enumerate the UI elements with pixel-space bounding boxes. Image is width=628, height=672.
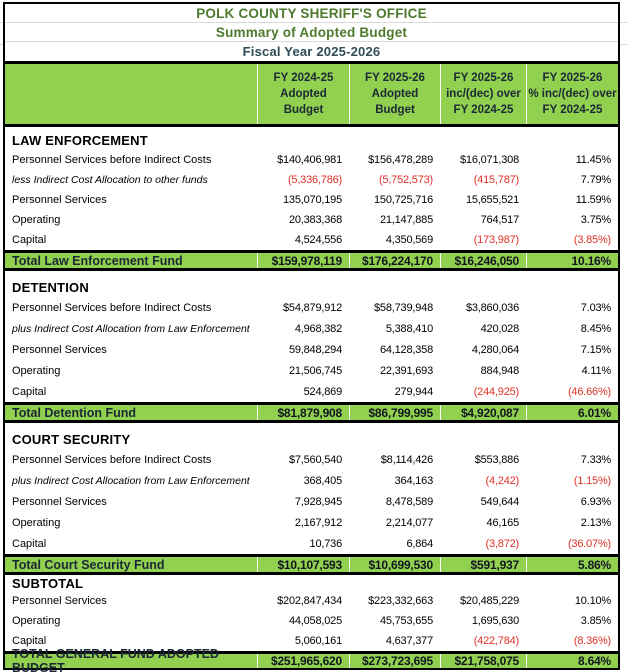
column-header-blank [5, 64, 257, 124]
cell-fy2425: 5,060,161 [294, 635, 342, 647]
row-label: Capital [12, 537, 47, 550]
cell-fy2425: 44,058,025 [288, 615, 342, 627]
budget-table [3, 2, 620, 670]
cell-fy2425: 368,405 [303, 474, 342, 487]
total-pct: 8.64% [526, 654, 618, 668]
row-label: Personnel Services before Indirect Costs [12, 453, 212, 466]
table-row [5, 512, 618, 533]
cell-fy2425: (5,336,786) [287, 174, 342, 186]
row-label: plus Indirect Cost Allocation from Law Enforcement [12, 474, 250, 487]
column-header-inc-dec: FY 2025-26 inc/(dec) over FY 2024-25 [440, 64, 526, 124]
cell-pct: 7.03% [580, 301, 611, 314]
row-label: Operating [12, 615, 61, 627]
table-row [5, 533, 618, 554]
cell-pct: 11.59% [575, 194, 611, 206]
row-label: Personnel Services [12, 194, 107, 206]
total-inc-dec: $16,246,050 [440, 253, 526, 268]
cell-pct: (1.15%) [573, 474, 611, 487]
cell-fy2425: 4,524,556 [294, 234, 342, 246]
section-heading-law-enforcement: LAW ENFORCEMENT [12, 133, 148, 148]
cell-pct: 2.13% [580, 516, 611, 529]
cell-fy2425: 20,383,368 [288, 214, 342, 226]
cell-inc-dec: (244,925) [473, 385, 519, 398]
cell-fy2526: 150,725,716 [374, 194, 433, 206]
table-row [5, 360, 618, 381]
cell-fy2526: 21,147,885 [379, 214, 433, 226]
total-fy2526: $10,699,530 [349, 557, 440, 572]
total-label: Total Court Security Fund [12, 557, 165, 572]
cell-inc-dec: 764,517 [480, 214, 519, 226]
total-fy2425: $10,107,593 [257, 557, 349, 572]
cell-inc-dec: 549,644 [480, 495, 519, 508]
report-title-row [5, 4, 618, 23]
cell-pct: 10.10% [574, 595, 611, 607]
report-title: POLK COUNTY SHERIFF'S OFFICE [196, 5, 427, 21]
cell-fy2526: $8,114,426 [380, 453, 433, 466]
total-fy2425: $251,965,620 [257, 654, 349, 668]
cell-fy2425: $202,847,434 [277, 595, 342, 607]
cell-fy2526: 6,864 [406, 537, 433, 550]
cell-fy2526: 2,214,077 [385, 516, 433, 529]
cell-fy2526: 45,753,655 [379, 615, 433, 627]
cell-fy2425: 4,968,382 [294, 322, 342, 335]
total-fy2425: $159,978,119 [257, 253, 349, 268]
row-label: Capital [12, 385, 47, 398]
report-subtitle-row [5, 23, 618, 42]
cell-fy2425: 135,070,195 [283, 194, 342, 206]
row-label: Operating [12, 364, 61, 377]
section-heading-detention: DETENTION [12, 280, 89, 295]
cell-fy2425: 21,506,745 [288, 364, 342, 377]
table-row [5, 190, 618, 210]
report-subtitle: Summary of Adopted Budget [215, 24, 408, 40]
cell-fy2526: $223,332,663 [368, 595, 433, 607]
cell-fy2526: 364,163 [394, 474, 433, 487]
cell-fy2526: 4,350,569 [385, 234, 433, 246]
total-fy2526: $86,799,995 [349, 405, 440, 420]
section-heading-court-security: COURT SECURITY [12, 432, 131, 447]
total-label: Total Law Enforcement Fund [12, 253, 183, 268]
table-row [5, 318, 618, 339]
row-label: Personnel Services before Indirect Costs [12, 301, 212, 314]
row-label: Personnel Services [12, 595, 107, 607]
total-pct: 6.01% [526, 405, 618, 420]
cell-fy2526: 5,388,410 [385, 322, 433, 335]
cell-pct: 7.15% [580, 343, 611, 356]
cell-inc-dec: $16,071,308 [460, 154, 519, 166]
cell-fy2526: 8,478,589 [385, 495, 433, 508]
cell-pct: (8.36%) [573, 635, 611, 647]
table-row [5, 339, 618, 360]
cell-inc-dec: (415,787) [473, 174, 519, 186]
total-fy2526: $176,224,170 [349, 253, 440, 268]
table-row [5, 170, 618, 190]
cell-inc-dec: (3,872) [485, 537, 519, 550]
cell-pct: 7.33% [580, 453, 611, 466]
cell-pct: (36.07%) [567, 537, 611, 550]
row-label: Personnel Services [12, 495, 107, 508]
column-headers [5, 61, 618, 127]
total-inc-dec: $4,920,087 [440, 405, 526, 420]
cell-fy2526: $58,739,948 [374, 301, 433, 314]
table-row [5, 491, 618, 512]
cell-fy2425: $7,560,540 [288, 453, 342, 466]
cell-inc-dec: (4,242) [485, 474, 519, 487]
cell-fy2526: 22,391,693 [379, 364, 433, 377]
cell-pct: 3.85% [580, 615, 611, 627]
total-label: Total Detention Fund [12, 405, 137, 420]
row-label: plus Indirect Cost Allocation from Law Enforcement [12, 322, 250, 335]
cell-pct: (46.66%) [567, 385, 611, 398]
table-row [5, 297, 618, 318]
cell-inc-dec: $20,485,229 [460, 595, 519, 607]
total-inc-dec: $591,937 [440, 557, 526, 572]
fiscal-year: Fiscal Year 2025-2026 [242, 44, 381, 59]
total-row-court-security [5, 554, 618, 575]
table-row [5, 210, 618, 230]
total-pct: 10.16% [526, 253, 618, 268]
row-label: Capital [12, 234, 47, 246]
cell-inc-dec: 46,165 [486, 516, 519, 529]
cell-pct: 4.11% [581, 364, 611, 377]
total-row-law-enforcement [5, 250, 618, 271]
total-label: TOTAL GENERAL FUND ADOPTED BUDGET [12, 647, 219, 672]
cell-inc-dec: 1,695,630 [471, 615, 519, 627]
cell-pct: 6.93% [580, 495, 611, 508]
total-row-detention [5, 402, 618, 423]
cell-fy2425: $54,879,912 [283, 301, 342, 314]
total-fy2425: $81,879,908 [257, 405, 349, 420]
cell-pct: 7.79% [580, 174, 611, 186]
column-header-fy2526-adopted: FY 2025-26 Adopted Budget [349, 64, 440, 124]
cell-pct: 11.45% [575, 154, 611, 166]
cell-inc-dec: $553,886 [474, 453, 519, 466]
cell-fy2526: 64,128,358 [379, 343, 433, 356]
cell-fy2526: $156,478,289 [368, 154, 433, 166]
table-row [5, 230, 618, 250]
table-row [5, 591, 618, 611]
table-row [5, 449, 618, 470]
cell-fy2526: 279,944 [394, 385, 433, 398]
cell-fy2526: (5,752,573) [378, 174, 433, 186]
cell-inc-dec: 4,280,064 [471, 343, 519, 356]
table-row [5, 470, 618, 491]
cell-pct: (3.85%) [573, 234, 611, 246]
cell-fy2425: $140,406,981 [277, 154, 342, 166]
total-inc-dec: $21,758,075 [440, 654, 526, 668]
total-pct: 5.86% [526, 557, 618, 572]
table-row [5, 150, 618, 170]
table-row [5, 611, 618, 631]
column-header-pct-inc-dec: FY 2025-26 % inc/(dec) over FY 2024-25 [526, 64, 618, 124]
cell-inc-dec: (422,784) [473, 635, 519, 647]
total-row-general-fund [5, 647, 618, 672]
cell-fy2425: 524,869 [303, 385, 342, 398]
cell-fy2425: 2,167,912 [294, 516, 342, 529]
row-label: Operating [12, 516, 61, 529]
row-label: Personnel Services before Indirect Costs [12, 154, 212, 166]
cell-fy2425: 59,848,294 [288, 343, 342, 356]
cell-fy2425: 10,736 [309, 537, 342, 550]
column-header-fy2425-adopted: FY 2024-25 Adopted Budget [257, 64, 349, 124]
row-label: Personnel Services [12, 343, 107, 356]
table-row [5, 381, 618, 402]
row-label: less Indirect Cost Allocation to other funds [12, 174, 208, 186]
row-label: Capital [12, 635, 47, 647]
cell-pct: 3.75% [580, 214, 611, 226]
section-heading-subtotal: SUBTOTAL [12, 575, 84, 591]
cell-fy2526: 4,637,377 [385, 635, 433, 647]
cell-pct: 8.45% [580, 322, 611, 335]
cell-inc-dec: (173,987) [473, 234, 519, 246]
cell-inc-dec: 884,948 [480, 364, 519, 377]
cell-inc-dec: 15,655,521 [465, 194, 519, 206]
cell-inc-dec: 420,028 [480, 322, 519, 335]
total-fy2526: $273,723,695 [349, 654, 440, 668]
fiscal-year-row [5, 42, 618, 61]
cell-fy2425: 7,928,945 [294, 495, 342, 508]
cell-inc-dec: $3,860,036 [465, 301, 519, 314]
row-label: Operating [12, 214, 61, 226]
